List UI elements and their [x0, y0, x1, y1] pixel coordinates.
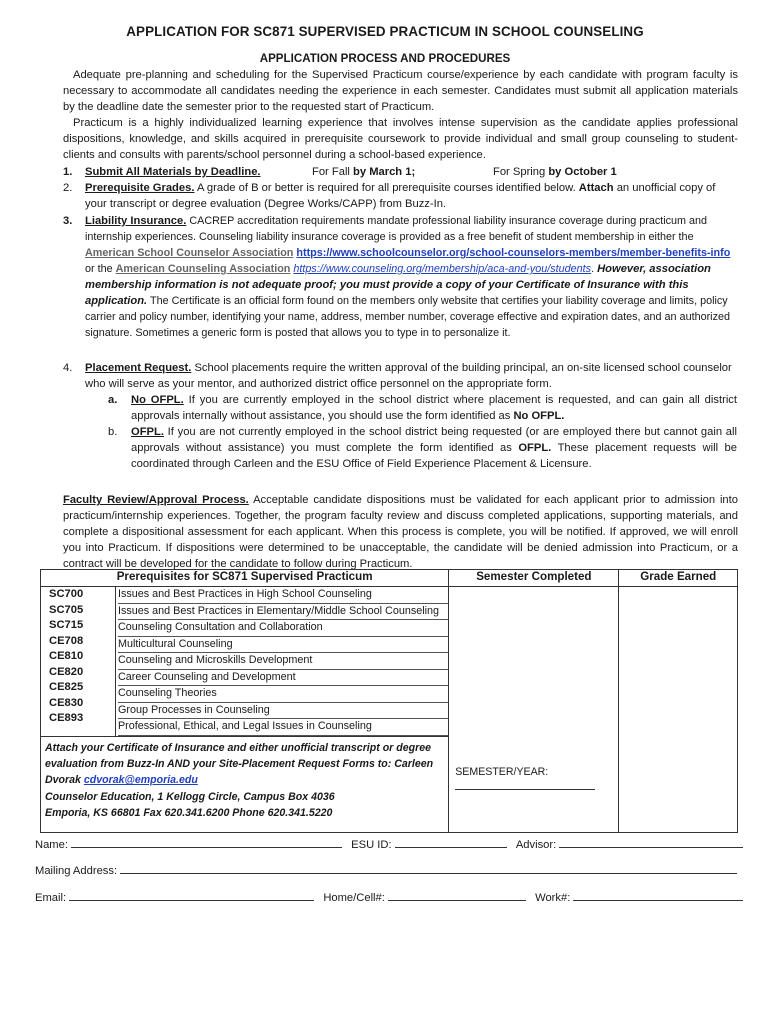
- semester-header: Semester Completed: [449, 570, 619, 587]
- spring-deadline: [493, 164, 617, 180]
- mailing-address-label: Mailing Address:: [35, 865, 118, 877]
- note-text: Attach your Certificate of Insurance and either unofficial transcript or degree evaluation from Buzz-In AND your Site-Placement Request Forms to: Carleen Dvorak: [45, 741, 434, 787]
- grade-earned-cell[interactable]: [619, 587, 738, 833]
- table-header-row: [41, 570, 738, 587]
- course-name: Counseling and Microskills Development: [118, 653, 448, 670]
- esu-id-field[interactable]: [395, 836, 507, 848]
- name-label: Name:: [35, 839, 68, 851]
- or-text: or the: [85, 263, 113, 275]
- faculty-review-heading: Faculty Review/Approval Process.: [63, 494, 249, 507]
- section-subtitle: APPLICATION PROCESS AND PROCEDURES: [259, 52, 511, 65]
- prereq-header: Prerequisites for SC871 Supervised Practicum: [41, 570, 449, 587]
- home-cell-field[interactable]: [388, 889, 526, 901]
- table-body-row: [41, 587, 738, 737]
- item-number: 4.: [63, 362, 73, 374]
- name-field[interactable]: [71, 836, 342, 848]
- item-heading: Liability Insurance.: [85, 215, 187, 227]
- faculty-review-paragraph: [63, 492, 738, 572]
- item-number: 1.: [63, 166, 73, 178]
- advisor-label: Advisor:: [515, 839, 557, 851]
- no-ofpl-form-name: No OFPL.: [513, 410, 565, 422]
- course-code: CE810: [49, 650, 84, 662]
- submission-note: [41, 736, 449, 832]
- intro-paragraph-2: [63, 115, 738, 163]
- item-body: CACREP accreditation requirements mandate professional liability insurance coverage during practicum and internship experiences. Counseling liability insurance coverage is provided as a free benefit of student membership in either the: [85, 215, 708, 243]
- course-name: Counseling Theories: [118, 686, 448, 703]
- sub-item-a-body: If you are currently employed in the school district where placement is requested, and can gain all district approvals internally without assistance, you should use the form identified as: [131, 394, 738, 422]
- item-heading: Submit All Materials by Deadline.: [85, 166, 261, 178]
- semester-completed-cell[interactable]: [449, 587, 619, 833]
- item-2-text: [85, 180, 737, 212]
- course-name: Counseling Consultation and Collaboration: [118, 620, 448, 637]
- fall-deadline: [312, 164, 415, 180]
- item-number: 2.: [63, 182, 73, 194]
- email-label: Email:: [35, 892, 67, 904]
- course-code: CE825: [49, 681, 84, 693]
- item-body-2: an unofficial copy of your transcript or degree evaluation (Degree Works/CAPP) from Buzz-In.: [85, 182, 716, 210]
- course-code: CE893: [49, 712, 84, 724]
- course-code: SC715: [49, 619, 84, 631]
- item-3-text: Liability Insurance. CACREP accreditation requirements mandate professional liability insurance coverage during practicum and internship experiences. Counseling liability insurance coverage is provided as a free benefit of student membership in either the American School Counselor Association https://www.schoolcounselor.org/school-counselors-members/member-benefits-info or the American Counseling Association https://www.counseling.org/membership/aca-and-you/students. However, association membership information is not adequate proof; you must provide a copy of your Certificate of Insurance with this application. The Certificate is an official form found on the members only website that certifies your liability coverage and limits, policy carrier and policy number, identifying your name, address, member number, coverage effective and expiration dates, and an authorized signature. Sometimes a generic form is posted that allows you to type in to personalize it.: [85, 215, 731, 339]
- semester-year-line[interactable]: [455, 778, 595, 790]
- course-code: CE708: [49, 634, 84, 647]
- intro-paragraph-1: [63, 67, 738, 115]
- item-body-tail: The Certificate is an official form found on the members only website that certifies your liability coverage and limits, policy carrier and policy number, identifying your name, address, member number, coverage effective and expiration dates, and an authorized signature. Sometimes a generic form is posted that allows you to type in to personalize it.: [85, 295, 730, 339]
- esu-id-label: ESU ID:: [351, 839, 392, 851]
- note-address: Counselor Education, 1 Kellogg Circle, Campus Box 4036: [45, 790, 335, 803]
- course-codes-cell: [41, 587, 116, 737]
- name-row: [35, 836, 743, 851]
- spring-label: For Spring: [493, 166, 546, 178]
- grade-header: Grade Earned: [619, 570, 738, 587]
- course-name: Multicultural Counseling: [118, 637, 448, 654]
- prerequisites-table: [40, 569, 738, 833]
- item-body: A grade of B or better is required for all prerequisite courses identified below.: [196, 182, 576, 194]
- item-body: School placements require the written approval of the building principal, an on-site licensed school counselor who will serve as your mentor, and authorized district office personnel on the appropriate form.: [85, 362, 732, 390]
- sub-item-a-label: a.: [108, 394, 118, 406]
- item-heading: Placement Request.: [85, 362, 192, 374]
- aca-url-link[interactable]: https://www.counseling.org/membership/aca-and-you/students: [293, 263, 592, 275]
- advisor-field[interactable]: [559, 836, 743, 848]
- sub-item-b-body-2: These placement requests will be coordinated through Carleen and the ESU Office of Field Experience Placement & Licensure.: [131, 442, 737, 470]
- course-name: Career Counseling and Development: [118, 670, 448, 687]
- work-phone-field[interactable]: [573, 889, 743, 901]
- spring-date: by October 1: [548, 166, 617, 178]
- course-name: Issues and Best Practices in Elementary/Middle School Counseling: [118, 604, 448, 621]
- asca-link[interactable]: American School Counselor Association: [85, 247, 294, 259]
- fall-label: For Fall: [312, 166, 350, 178]
- sub-item-a-heading: No OFPL.: [131, 394, 184, 406]
- course-code: CE820: [49, 665, 84, 678]
- item-heading: Prerequisite Grades.: [85, 182, 195, 194]
- sub-item-b-text: [131, 424, 737, 472]
- home-cell-label: Home/Cell#:: [323, 892, 385, 904]
- sub-item-b-heading: OFPL.: [131, 426, 164, 438]
- email-field[interactable]: [69, 889, 314, 901]
- course-code: CE830: [49, 696, 84, 709]
- course-name: Professional, Ethical, and Legal Issues in Counseling: [118, 719, 448, 736]
- fall-date: by March 1;: [353, 166, 416, 178]
- course-names-cell: [115, 587, 448, 737]
- intro-text-2: Practicum is a highly individualized learning experience that involves intense supervision as the candidate applies professional dispositions, knowledge, and skills acquired in prerequisite coursework to provide individual and small group counseling to student-clients and consults with parents/school personnel during a school-based experience.: [63, 117, 738, 161]
- note-contact: Emporia, KS 66801 Fax 620.341.6200 Phone 620.341.5220: [45, 807, 333, 820]
- course-code: SC705: [49, 603, 84, 616]
- mailing-address-field[interactable]: [120, 862, 737, 874]
- course-name: Issues and Best Practices in High School Counseling: [118, 587, 448, 604]
- insurance-warning: However, association membership information is not adequate proof; you must provide a copy of your Certificate of Insurance with this application.: [85, 263, 711, 307]
- attach-word: Attach: [578, 182, 614, 194]
- email-link[interactable]: cdvorak@emporia.edu: [83, 774, 198, 787]
- page-title: APPLICATION FOR SC871 SUPERVISED PRACTICUM IN SCHOOL COUNSELING: [126, 24, 644, 39]
- item-1-text: [85, 164, 737, 180]
- course-name: Group Processes in Counseling: [118, 703, 448, 720]
- item-number: 3.: [63, 215, 73, 227]
- sub-item-a-text: [131, 392, 737, 424]
- asca-url-link[interactable]: https://www.schoolcounselor.org/school-counselors-members/member-benefits-info: [296, 247, 731, 259]
- mailing-row: [35, 862, 737, 877]
- faculty-review-text: Acceptable candidate dispositions must be validated for each applicant prior to admission into practicum/internship experiences. Together, the program faculty review and discuss completed applications, supporting materials, and complete a dispositional assessment for each applicant. When this process is complete, you will be notified. If approved, we will enroll you into Practicum. If dispositions were determined to be unacceptable, the candidate will be denied admission into Practicum, or a contract will be developed for the candidate to follow during Practicum.: [63, 494, 738, 571]
- contact-row: [35, 889, 743, 904]
- semester-year-label: SEMESTER/YEAR:: [455, 765, 549, 778]
- aca-link[interactable]: American Counseling Association: [115, 263, 291, 275]
- work-phone-label: Work#:: [535, 892, 571, 904]
- sub-item-b-label: b.: [108, 426, 118, 438]
- semester-year-field[interactable]: [449, 766, 618, 793]
- sub-item-b-body: If you are not currently employed in the school district being requested (or are employed there but cannot gain all approvals without assistance) you must complete the form identified as: [131, 426, 737, 454]
- course-code: SC700: [49, 588, 84, 600]
- item-4-text: [85, 360, 737, 392]
- ofpl-form-name: OFPL.: [518, 442, 552, 454]
- intro-text-1: Adequate pre-planning and scheduling for the Supervised Practicum course/experience by each candidate with program faculty is necessary to accommodate all candidates needing the experience in each semester. Candidates must submit all application materials by the deadline date the semester prior to the requested start of Practicum.: [63, 69, 738, 113]
